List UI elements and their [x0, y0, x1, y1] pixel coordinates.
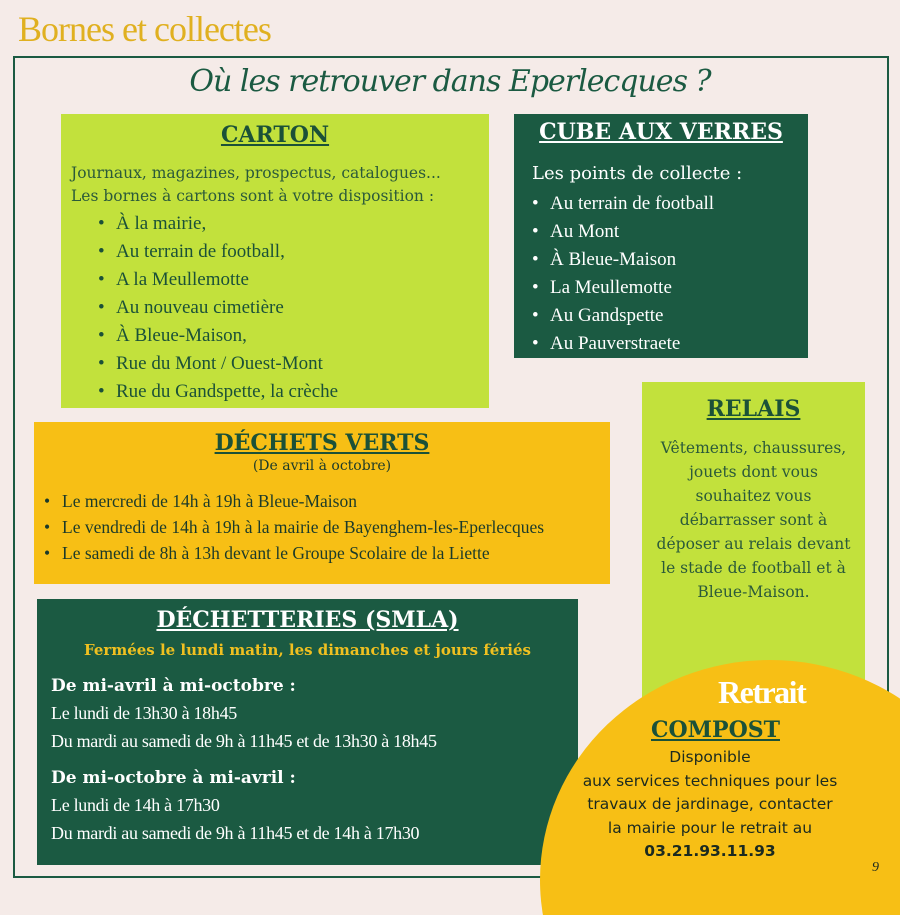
winter-heading: De mi-octobre à mi-avril : — [51, 768, 296, 788]
compost-line: aux services techniques pour les — [582, 771, 838, 790]
list-item: • À Bleue-Maison, — [116, 322, 489, 350]
dechets-verts-list — [62, 488, 610, 566]
relais-text — [642, 436, 865, 604]
summer-heading: De mi-avril à mi-octobre : — [51, 676, 296, 696]
list-item: • Au terrain de football — [550, 190, 808, 218]
winter-hours — [51, 765, 578, 847]
list-item: • Rue du Mont / Ouest-Mont — [116, 350, 489, 378]
relais-title: RELAIS — [706, 396, 801, 422]
cube-title: CUBE AUX VERRES — [539, 119, 783, 145]
dechets-verts-box — [34, 422, 610, 584]
compost-line: travaux de jardinage, contacter — [587, 795, 833, 813]
relais-line: souhaitez vous — [695, 487, 812, 505]
hours-line: Le lundi de 13h30 à 18h45 — [51, 703, 237, 723]
decheteries-title: DÉCHETTERIES (SMLA) — [156, 607, 459, 633]
hours-line: Le lundi de 14h à 17h30 — [51, 795, 220, 815]
carton-intro-line: Journaux, magazines, prospectus, catalogues... — [71, 164, 441, 182]
relais-line: débarrasser sont à — [679, 511, 828, 529]
subtitle: Où les retrouver dans Eperlecques ? — [189, 64, 711, 99]
list-item: • Le samedi de 8h à 13h devant le Groupe Scolaire de la Liette — [62, 540, 610, 566]
cube-intro: Les points de collecte : — [532, 163, 743, 184]
list-item: • Le mercredi de 14h à 19h à Bleue-Maison — [62, 488, 610, 514]
list-item: • À la mairie, — [116, 210, 489, 238]
hours-line: Du mardi au samedi de 9h à 11h45 et de 14h à 17h30 — [51, 823, 420, 843]
relais-line: le stade de football et à — [661, 559, 846, 577]
compost-line: la mairie pour le retrait au — [607, 818, 813, 837]
list-item: • Au terrain de football, — [116, 238, 489, 266]
page-number: 9 — [872, 860, 879, 875]
list-item: • Rue du Gandspette, la crèche — [116, 378, 489, 406]
dechets-verts-title: DÉCHETS VERTS — [214, 430, 430, 456]
compost-phone: 03.21.93.11.93 — [644, 842, 776, 860]
list-item: • A la Meullemotte — [116, 266, 489, 294]
relais-line: Bleue-Maison. — [697, 583, 810, 601]
list-item: • La Meullemotte — [550, 274, 808, 302]
list-item: • Au Mont — [550, 218, 808, 246]
cube-verres-box — [514, 114, 808, 358]
list-item: • Au nouveau cimetière — [116, 294, 489, 322]
retrait-word: Retrait — [718, 674, 806, 710]
hours-line: Du mardi au samedi de 9h à 11h45 et de 13h30 à 18h45 — [51, 731, 437, 751]
relais-line: Vêtements, chaussures, — [660, 439, 847, 457]
compost-text — [560, 746, 860, 840]
dechets-verts-period: (De avril à octobre) — [252, 458, 392, 474]
carton-intro-line: Les bornes à cartons sont à votre disposition : — [71, 187, 435, 205]
compost-title: COMPOST — [651, 717, 780, 743]
decheteries-closed-note: Fermées le lundi matin, les dimanches et jours fériés — [84, 641, 531, 659]
relais-line: jouets dont vous — [689, 463, 818, 481]
list-item: • Le vendredi de 14h à 19h à la mairie de Bayenghem-les-Eperlecques — [62, 514, 610, 540]
relais-line: déposer au relais devant — [656, 535, 851, 553]
list-item: • Au Gandspette — [550, 302, 808, 330]
page-title: Bornes et collectes — [18, 9, 271, 49]
carton-box — [61, 114, 489, 408]
compost-line: Disponible — [669, 748, 751, 766]
carton-intro — [71, 162, 489, 208]
decheteries-box — [37, 599, 578, 865]
list-item: • À Bleue-Maison — [550, 246, 808, 274]
cube-list — [550, 190, 808, 358]
list-item: • Au Pauverstraete — [550, 330, 808, 358]
relais-box — [642, 382, 865, 702]
carton-title: CARTON — [220, 122, 330, 148]
carton-list — [116, 210, 489, 406]
summer-hours — [51, 673, 578, 755]
